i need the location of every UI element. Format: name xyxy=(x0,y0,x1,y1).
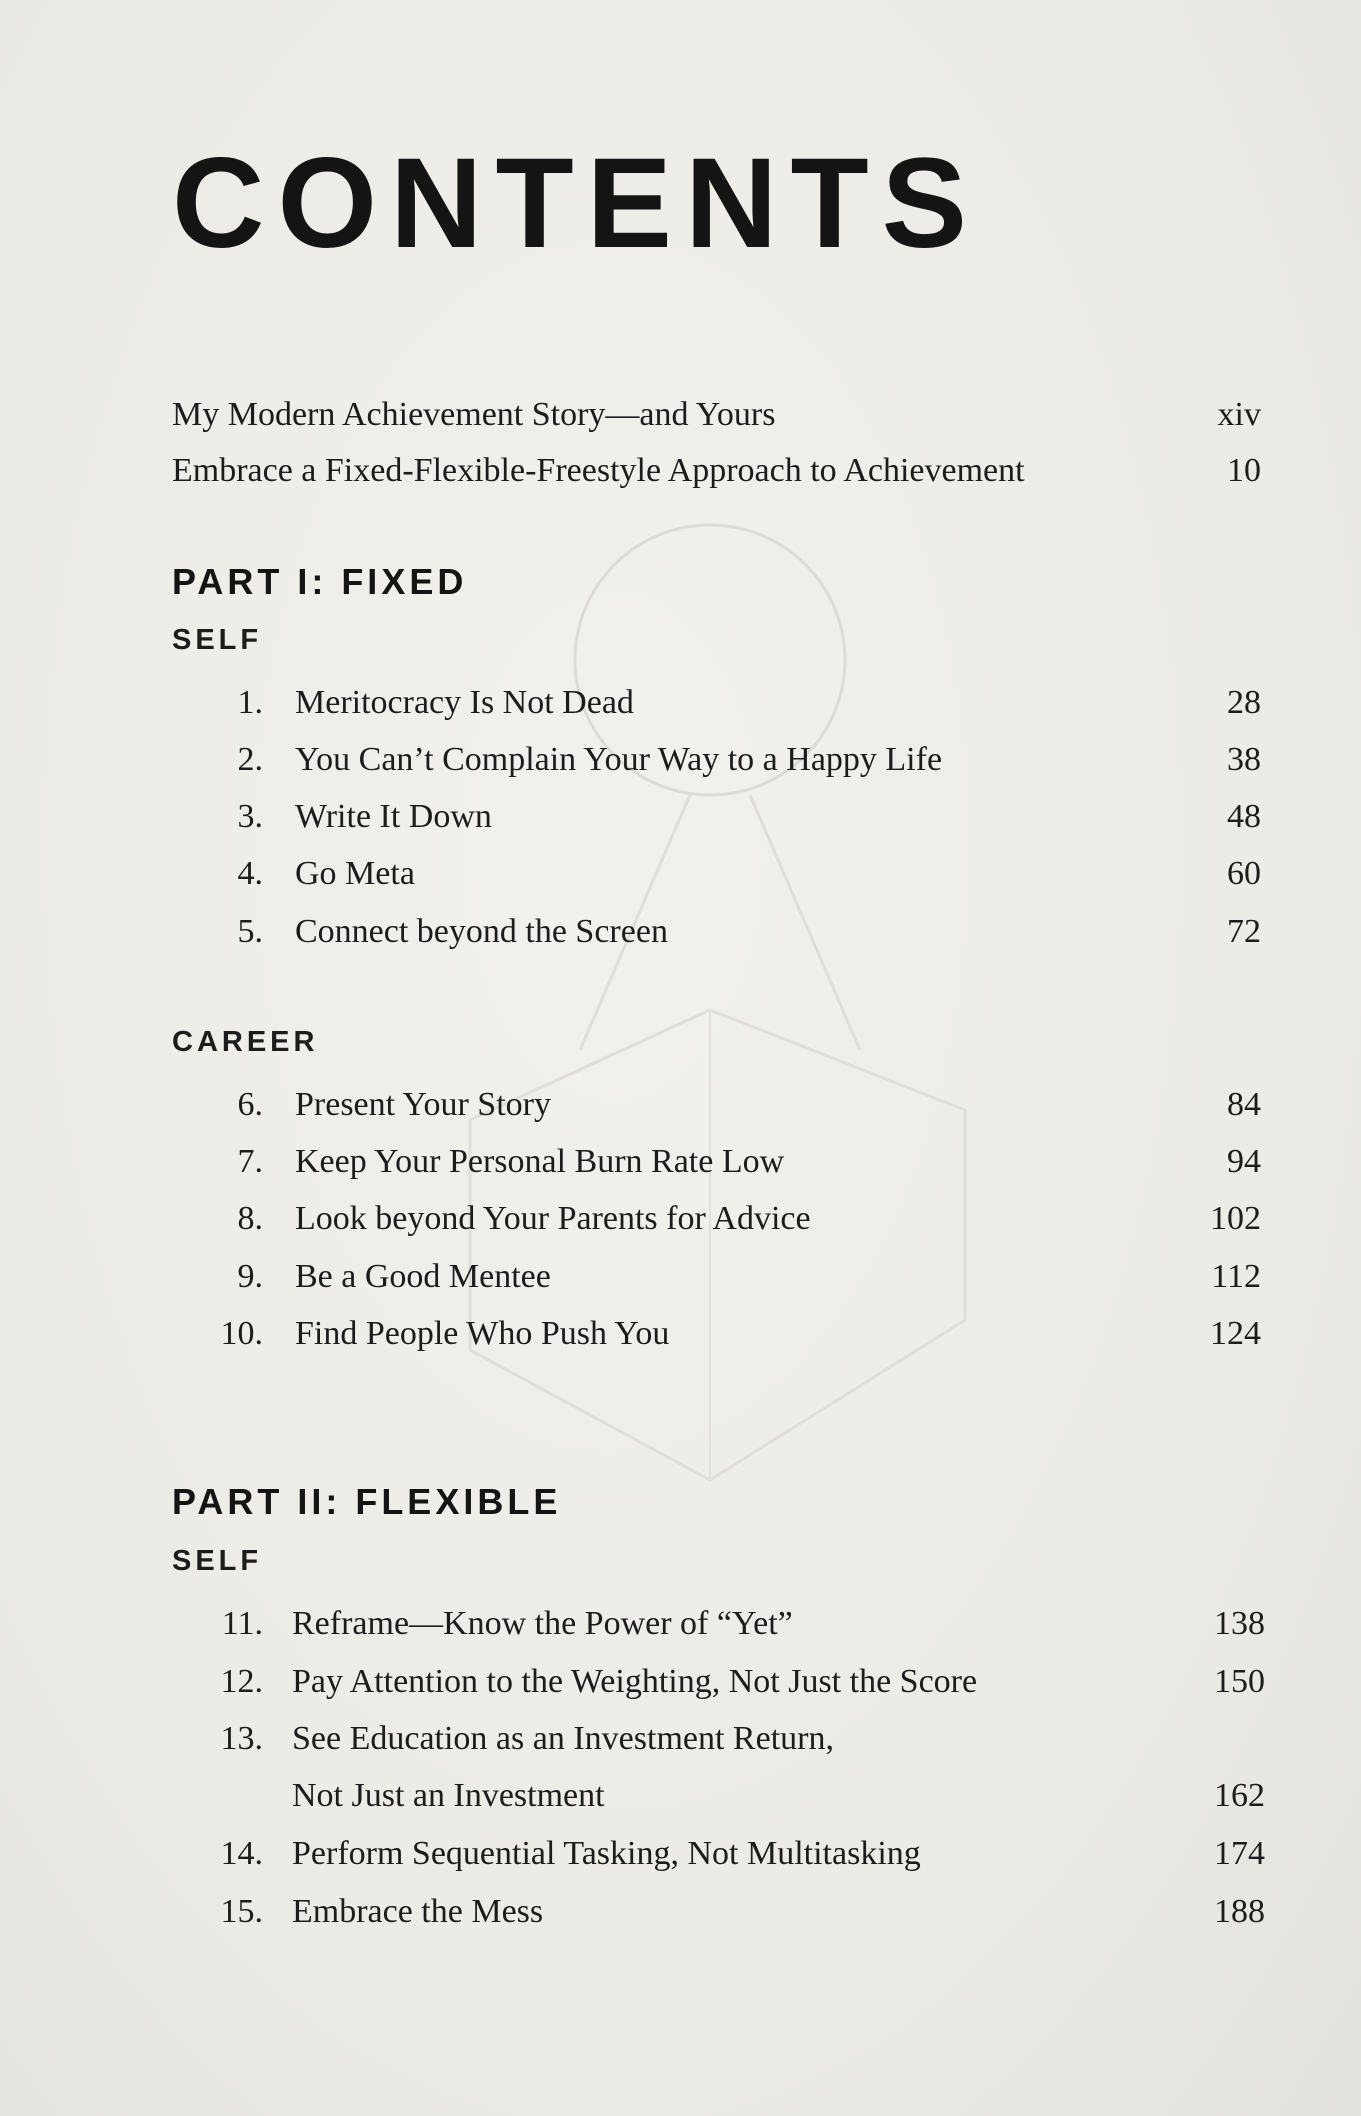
toc-entry-title: You Can’t Complain Your Way to a Happy Life xyxy=(295,741,943,778)
toc-entry-page: 188 xyxy=(1214,1893,1265,1930)
toc-entry-number: 3. xyxy=(237,798,263,835)
toc-entry-page: 112 xyxy=(1211,1258,1261,1295)
toc-entry[interactable] xyxy=(0,846,1361,902)
part-heading: PART I: FIXED xyxy=(172,561,468,602)
toc-entry-page: 10 xyxy=(1227,452,1261,489)
toc-entry[interactable] xyxy=(0,904,1361,960)
toc-entry-title: Reframe—Know the Power of “Yet” xyxy=(292,1605,793,1642)
toc-entry-page: 150 xyxy=(1214,1663,1265,1700)
toc-entry-title: Meritocracy Is Not Dead xyxy=(295,684,634,721)
toc-entry-page: 124 xyxy=(1210,1315,1261,1352)
toc-entry-title: My Modern Achievement Story—and Yours xyxy=(172,396,776,433)
toc-entry-number: 12. xyxy=(220,1663,263,1700)
toc-entry-number: 13. xyxy=(220,1720,263,1757)
toc-entry-page: 94 xyxy=(1227,1143,1261,1180)
toc-entry-number: 7. xyxy=(237,1143,263,1180)
toc-entry[interactable] xyxy=(0,1306,1361,1362)
toc-entry-title: Find People Who Push You xyxy=(295,1315,670,1352)
toc-entry-number: 4. xyxy=(237,855,263,892)
toc-entry[interactable] xyxy=(0,732,1361,788)
toc-entry-page: 102 xyxy=(1210,1200,1261,1237)
toc-entry[interactable] xyxy=(0,675,1361,731)
toc-entry-number: 9. xyxy=(237,1258,263,1295)
toc-entry-title: Look beyond Your Parents for Advice xyxy=(295,1200,811,1237)
toc-entry-title: Pay Attention to the Weighting, Not Just the Score xyxy=(292,1663,978,1700)
toc-entry-continuation[interactable] xyxy=(0,1768,1361,1824)
page-title: CONTENTS xyxy=(172,132,980,275)
toc-entry[interactable] xyxy=(0,387,1361,443)
toc-entry-title: Perform Sequential Tasking, Not Multitasking xyxy=(292,1835,921,1872)
toc-entry[interactable] xyxy=(0,1884,1361,1940)
toc-entry-title: Write It Down xyxy=(295,798,492,835)
toc-entry[interactable] xyxy=(0,1077,1361,1133)
section-heading: SELF xyxy=(172,624,263,656)
toc-entry-title: Present Your Story xyxy=(295,1086,551,1123)
toc-entry[interactable] xyxy=(0,1826,1361,1882)
toc-entry[interactable] xyxy=(0,443,1361,499)
part-heading: PART II: FLEXIBLE xyxy=(172,1481,562,1522)
toc-entry-number: 11. xyxy=(221,1605,263,1642)
toc-entry-number: 5. xyxy=(237,913,263,950)
toc-entry-page: 162 xyxy=(1214,1777,1265,1814)
toc-entry-title: Embrace the Mess xyxy=(292,1893,544,1930)
toc-entry-page: 138 xyxy=(1214,1605,1265,1642)
toc-entry[interactable] xyxy=(0,1191,1361,1247)
toc-entry-number: 14. xyxy=(220,1835,263,1872)
toc-entry-title: Embrace a Fixed-Flexible-Freestyle Approach to Achievement xyxy=(172,452,1025,489)
toc-entry-page: 72 xyxy=(1227,913,1261,950)
toc-entry-page: 38 xyxy=(1227,741,1261,778)
toc-entry-number: 8. xyxy=(237,1200,263,1237)
toc-entry[interactable] xyxy=(0,1249,1361,1305)
toc-entry-number: 2. xyxy=(237,741,263,778)
toc-entry-page: 60 xyxy=(1227,855,1261,892)
toc-entry-title: Connect beyond the Screen xyxy=(295,913,668,950)
toc-entry[interactable] xyxy=(0,789,1361,845)
toc-entry-number: 15. xyxy=(220,1893,263,1930)
toc-entry-title: Go Meta xyxy=(295,855,415,892)
toc-entry[interactable] xyxy=(0,1654,1361,1710)
toc-entry-page: 84 xyxy=(1227,1086,1261,1123)
toc-entry[interactable] xyxy=(0,1596,1361,1652)
toc-entry-title: Be a Good Mentee xyxy=(295,1258,551,1295)
toc-entry-page: 174 xyxy=(1214,1835,1265,1872)
toc-entry-page: xiv xyxy=(1217,396,1261,433)
toc-entry-page: 28 xyxy=(1227,684,1261,721)
toc-entry-number: 1. xyxy=(237,684,263,721)
toc-entry[interactable] xyxy=(0,1134,1361,1190)
toc-entry-number: 6. xyxy=(237,1086,263,1123)
toc-entry-title: See Education as an Investment Return, xyxy=(292,1720,834,1757)
section-heading: CAREER xyxy=(172,1026,319,1058)
toc-entry-page: 48 xyxy=(1227,798,1261,835)
toc-entry-title: Keep Your Personal Burn Rate Low xyxy=(295,1143,785,1180)
toc-entry-number: 10. xyxy=(220,1315,263,1352)
toc-entry[interactable] xyxy=(0,1711,1361,1767)
toc-entry-title: Not Just an Investment xyxy=(292,1777,605,1814)
section-heading: SELF xyxy=(172,1545,263,1577)
